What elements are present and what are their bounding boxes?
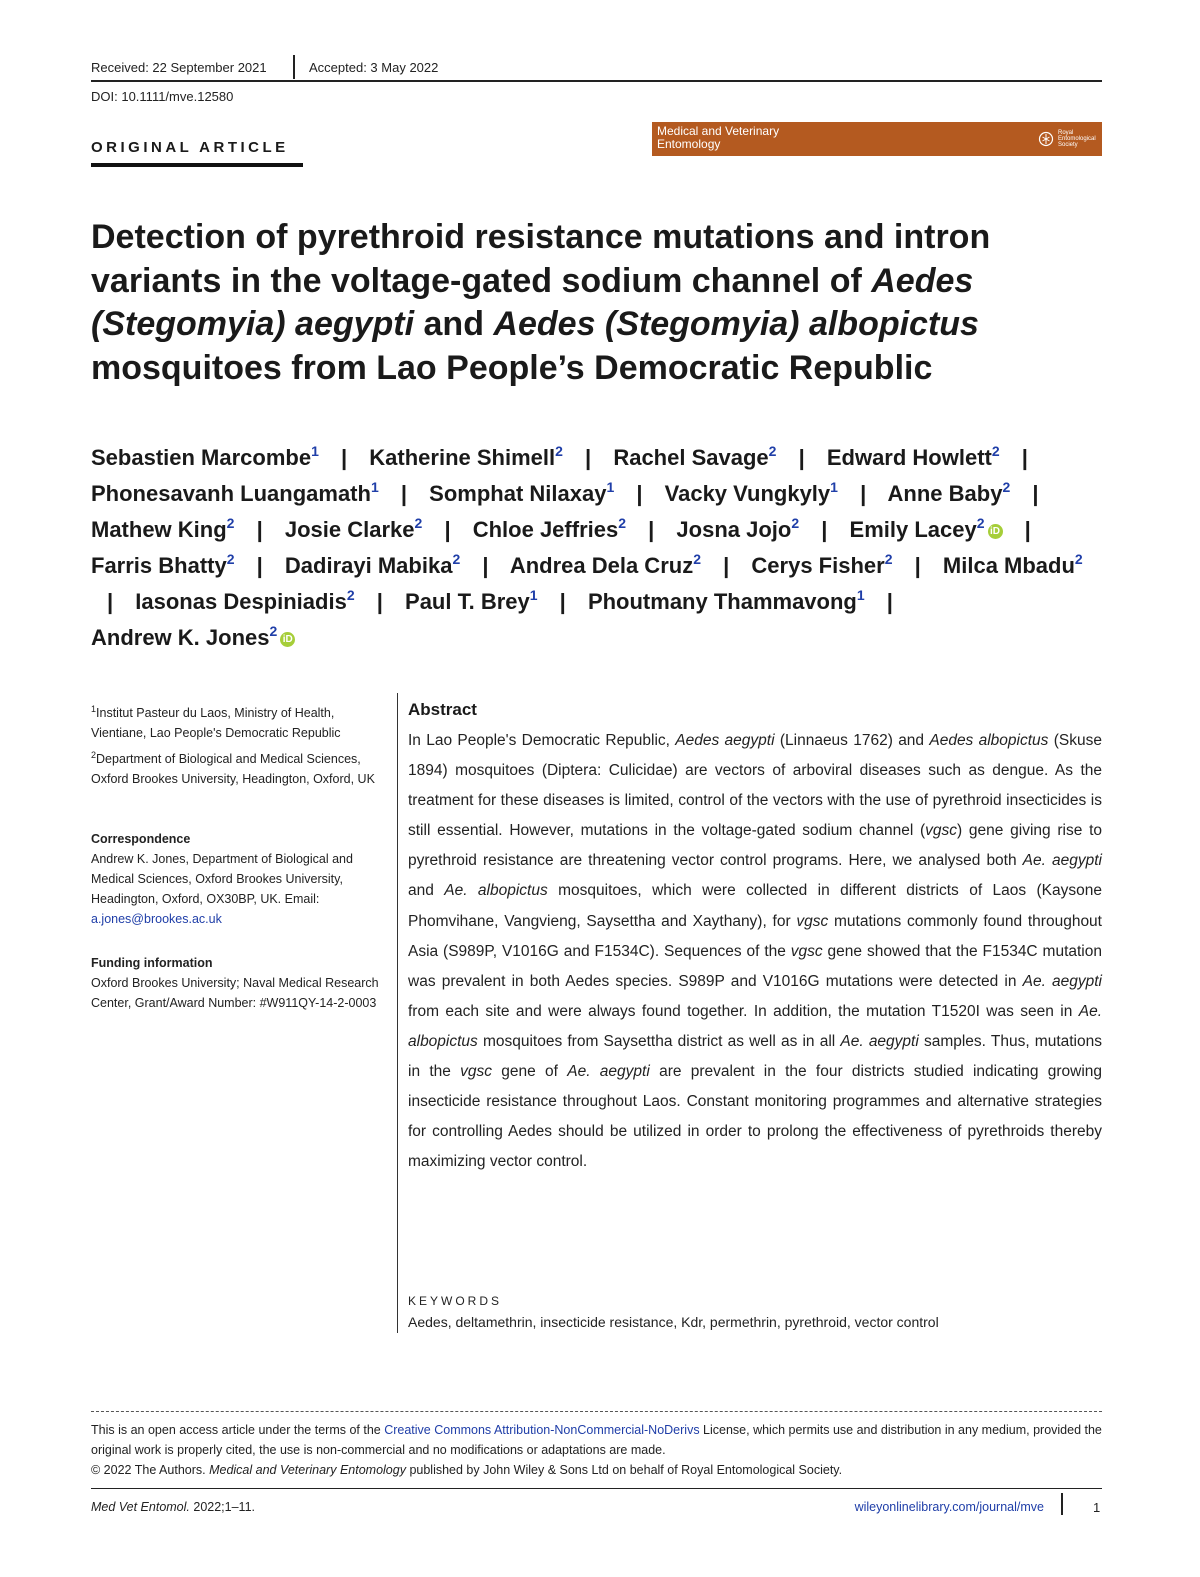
copyright-line: © 2022 The Authors. Medical and Veterinary Entomology published by John Wiley & Sons Ltd on behalf of Royal Entomological Society.: [91, 1463, 843, 1477]
abstract-text: In Lao People's Democratic Republic, Aedes aegypti (Linnaeus 1762) and Aedes albopictus (Skuse 1894) mosquitoes (Diptera: Culicidae) are vectors of arboviral diseases such as dengue. As the treatment for these diseases is limited, control of the vectors with the use of pyrethroid insecticides is still essential. However, mutations in the voltage-gated sodium channel (vgsc) gene giving rise to pyrethroid resistance are threatening vector control programs. Here, we analysed both Ae. aegypti and Ae. albopictus mosquitoes, which were collected in different districts of Laos (Kaysone Phomvihane, Vangvieng, Saysettha and Xaythany), for vgsc mutations commonly found throughout Asia (S989P, V1016G and F1534C). Sequences of the vgsc gene showed that the F1534C mutation was prevalent in both Aedes species. S989P and V1016G mutations were detected in Ae. aegypti from each site and were always found together. In addition, the mutation T1520I was seen in Ae. albopictus mosquitoes from Saysettha district as well as in all Ae. aegypti samples. Thus, mutations in the vgsc gene of Ae. aegypti are prevalent in the four districts studied indicating growing insecticide resistance throughout Laos. Constant monitoring programmes and alternative strategies for controlling Aedes should be utilized in order to prolong the effectiveness of pyrethroids thereby maximizing vector control.: [408, 732, 1103, 1171]
author-name: Anne Baby: [887, 481, 1003, 506]
author[interactable]: [588, 589, 865, 614]
author[interactable]: [943, 553, 1083, 578]
author-affiliation-marker: 1: [529, 587, 538, 603]
abstract-heading: Abstract: [408, 700, 477, 719]
author-affiliation-marker: 1: [856, 587, 865, 603]
author-name: Phonesavanh Luangamath: [91, 481, 371, 506]
author-name: Chloe Jeffries: [472, 517, 619, 542]
author-separator: |: [914, 553, 921, 578]
author-affiliation-marker: 2: [346, 587, 355, 603]
author-name: Emily Lacey: [849, 517, 977, 542]
author-separator: |: [860, 481, 867, 506]
author[interactable]: [827, 445, 1000, 470]
accepted-date: Accepted: 3 May 2022: [309, 60, 439, 75]
header-separator: [293, 55, 295, 79]
author-separator: |: [376, 589, 383, 614]
author-affiliation-marker: 2: [1074, 551, 1083, 567]
author[interactable]: [613, 445, 776, 470]
column-divider: [397, 693, 398, 1333]
funding-text: Oxford Brookes University; Naval Medical Research Center, Grant/Award Number: #W911QY-14-2-0003: [91, 976, 379, 1010]
author-affiliation-marker: 2: [991, 443, 1000, 459]
author-affiliation-marker: 2: [452, 551, 461, 567]
author-name: Cerys Fisher: [751, 553, 885, 578]
author-name: Paul T. Brey: [405, 589, 530, 614]
author-list: [91, 440, 1106, 656]
author-separator: |: [256, 553, 263, 578]
author-name: Edward Howlett: [826, 445, 992, 470]
license-statement: This is an open access article under the terms of the Creative Commons Attribution-NonCommercial-NoDerivs License, which permits use and distribution in any medium, provided the original work is properly cited, the use is non-commercial and no modifications or adaptations are made. © 2022 The Authors. Medical and Veterinary Entomology published by John Wiley & Sons Ltd on behalf of Royal Entomological Society.: [91, 1420, 1102, 1480]
author[interactable]: [91, 481, 379, 506]
header-rule: [91, 80, 1102, 82]
license-link[interactable]: Creative Commons Attribution-NonCommercial-NoDerivs: [384, 1423, 700, 1437]
author-separator: |: [723, 553, 730, 578]
author-name: Milca Mbadu: [942, 553, 1075, 578]
affiliation-2: $^2$Department of Biological and Medical Sciences, Oxford Brookes University, Headington, Oxford, UK: [91, 750, 375, 787]
author-separator: |: [886, 589, 893, 614]
author-name: Farris Bhatty: [91, 553, 227, 578]
author[interactable]: [91, 445, 319, 470]
author[interactable]: [665, 481, 838, 506]
footer-rule: [91, 1488, 1102, 1489]
author-separator: |: [585, 445, 592, 470]
author[interactable]: [91, 625, 295, 650]
author-separator: |: [1032, 481, 1039, 506]
keywords-list: Aedes, deltamethrin, insecticide resistance, Kdr, permethrin, pyrethroid, vector control: [408, 1314, 939, 1330]
author[interactable]: [850, 517, 1003, 542]
keywords-heading: KEYWORDS: [408, 1294, 503, 1308]
author-affiliation-marker: 2: [768, 443, 777, 459]
author-name: Josie Clarke: [284, 517, 415, 542]
page-number: 1: [1093, 1500, 1101, 1515]
author-affiliation-marker: 1: [606, 479, 615, 495]
correspondence-email[interactable]: a.jones@brookes.ac.uk: [91, 912, 222, 926]
author[interactable]: [676, 517, 799, 542]
author[interactable]: [135, 589, 354, 614]
author-affiliation-marker: 2: [226, 515, 235, 531]
footer-citation: Med Vet Entomol. 2022;1–11.: [91, 1500, 255, 1514]
author-affiliation-marker: 1: [311, 443, 319, 459]
author[interactable]: [510, 553, 701, 578]
author-separator: |: [400, 481, 408, 506]
author[interactable]: [751, 553, 892, 578]
author-separator: |: [636, 481, 643, 506]
author-affiliation-marker: 1: [830, 479, 838, 495]
author-separator: |: [559, 589, 566, 614]
received-date: Received: 22 September 2021: [91, 60, 267, 75]
author-affiliation-marker: 2: [555, 443, 563, 459]
author[interactable]: [405, 589, 538, 614]
author-separator: |: [1024, 517, 1031, 542]
author-affiliation-marker: 2: [976, 515, 985, 531]
author-name: Andrew K. Jones: [91, 625, 270, 650]
correspondence-text: Andrew K. Jones, Department of Biological and Medical Sciences, Oxford Brookes University, Headington, Oxford, OX30BP, UK. Email: a.jones@brookes.ac.uk: [91, 852, 353, 926]
author-name: Phoutmany Thammavong: [587, 589, 857, 614]
author-affiliation-marker: 2: [618, 515, 627, 531]
society-logo: Royal Entomological Society: [1038, 130, 1096, 148]
author-separator: |: [482, 553, 489, 578]
author[interactable]: [888, 481, 1011, 506]
author-separator: |: [1021, 445, 1028, 470]
journal-banner: [652, 122, 1102, 156]
journal-name: Medical and Veterinary Entomology: [657, 124, 780, 151]
author[interactable]: [285, 517, 422, 542]
author-affiliation-marker: 2: [414, 515, 423, 531]
affiliation-1: $^1$Institut Pasteur du Laos, Ministry of Health, Vientiane, Lao People's Democratic Republic: [91, 704, 341, 741]
author-affiliation-marker: 2: [791, 515, 800, 531]
author-affiliation-marker: 2: [693, 551, 701, 567]
author-affiliation-marker: 2: [1002, 479, 1011, 495]
article-title: Detection of pyrethroid resistance mutations and intron variants in the voltage-gated sodium channel of Aedes (Stegomyia) aegypti and Aedes (Stegomyia) albopictus mosquitoes from Lao People’s Democratic Republic: [91, 218, 991, 387]
footer-separator: [1061, 1493, 1063, 1515]
author[interactable]: [91, 553, 235, 578]
author-separator: |: [341, 445, 348, 470]
author[interactable]: [285, 553, 460, 578]
funding-heading: Funding information: [91, 956, 213, 970]
author-name: Rachel Savage: [613, 445, 769, 470]
footer-journal-url[interactable]: wileyonlinelibrary.com/journal/mve: [854, 1500, 1044, 1514]
author[interactable]: [369, 445, 563, 470]
doi[interactable]: DOI: 10.1111/mve.12580: [91, 89, 234, 104]
author-separator: |: [256, 517, 263, 542]
society-emblem-icon: [1038, 131, 1054, 147]
license-divider: [91, 1411, 1102, 1412]
author-name: Mathew King: [91, 517, 227, 542]
author-affiliation-marker: 2: [269, 623, 278, 639]
article-type-label: ORIGINAL ARTICLE: [91, 139, 289, 156]
orcid-icon[interactable]: iD: [988, 524, 1003, 539]
author-name: Andrea Dela Cruz: [509, 553, 694, 578]
author-separator: |: [648, 517, 655, 542]
author[interactable]: [91, 517, 234, 542]
correspondence-heading: Correspondence: [91, 832, 191, 846]
author-separator: |: [821, 517, 828, 542]
author-name: Sebastien Marcombe: [91, 445, 312, 470]
author-name: Vacky Vungkyly: [664, 481, 831, 506]
author-name: Iasonas Despiniadis: [135, 589, 347, 614]
author-affiliation-marker: 2: [884, 551, 893, 567]
author-name: Josna Jojo: [676, 517, 792, 542]
correspondence: [91, 829, 381, 929]
article-type-rule: [91, 163, 303, 167]
author-affiliation-marker: 2: [226, 551, 235, 567]
orcid-icon[interactable]: iD: [280, 632, 295, 647]
author-name: Dadirayi Mabika: [284, 553, 453, 578]
author-name: Somphat Nilaxay: [429, 481, 607, 506]
author-affiliation-marker: 1: [370, 479, 379, 495]
author-separator: |: [107, 589, 114, 614]
author[interactable]: [473, 517, 626, 542]
author[interactable]: [429, 481, 614, 506]
author-separator: |: [798, 445, 805, 470]
funding-information: [91, 953, 381, 1013]
author-separator: |: [444, 517, 451, 542]
author-name: Katherine Shimell: [369, 445, 556, 470]
